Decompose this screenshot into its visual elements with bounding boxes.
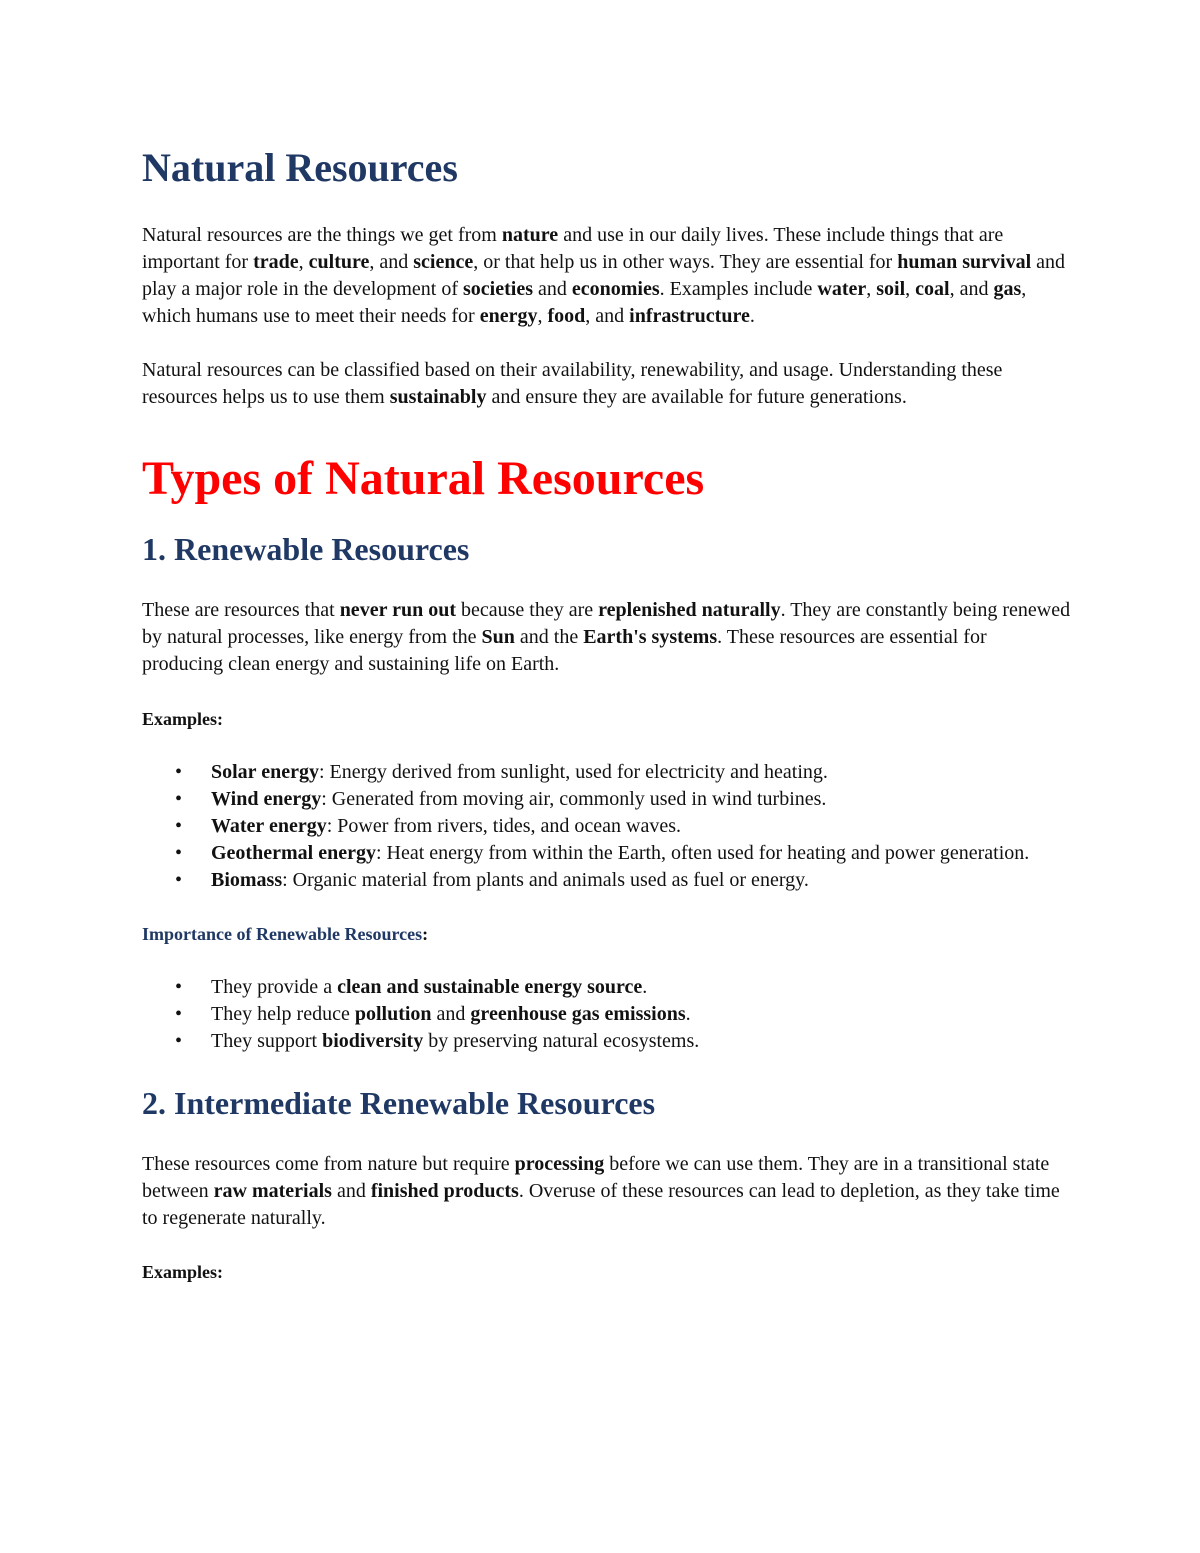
renewable-description: [142, 597, 1072, 678]
bold-text: Wind energy: [211, 788, 322, 810]
text-run: , and: [585, 305, 630, 327]
list-item: [142, 759, 1072, 786]
text-run: They support: [211, 1030, 323, 1052]
bold-text: Geothermal energy: [211, 842, 376, 864]
renewable-examples-label: Examples:: [142, 709, 223, 729]
bullet-icon: •: [175, 1003, 183, 1025]
importance-heading-text: Importance of Renewable Resources: [142, 924, 423, 944]
renewable-examples-list: [142, 759, 1072, 894]
types-heading: Types of Natural Resources: [142, 452, 705, 505]
importance-heading: [142, 922, 1072, 946]
renewable-heading: 1. Renewable Resources: [142, 531, 470, 567]
bold-text: greenhouse gas emissions: [470, 1003, 686, 1025]
bold-text: culture: [308, 251, 370, 273]
bold-text: infrastructure: [629, 305, 750, 327]
bold-text: Sun: [481, 626, 515, 648]
intermediate-examples-label: Examples:: [142, 1262, 223, 1282]
bold-text: Biomass: [211, 869, 283, 891]
bold-text: gas: [993, 278, 1022, 300]
list-item: [142, 867, 1072, 894]
text-run: These are resources that: [142, 599, 340, 621]
text-run: These resources come from nature but require: [142, 1153, 515, 1175]
text-run: Natural resources are the things we get from: [142, 224, 502, 246]
bold-text: biodiversity: [322, 1030, 424, 1052]
text-run: and ensure they are available for future generations.: [486, 386, 907, 408]
text-run: and play a major role in the development of: [142, 251, 1066, 300]
bold-text: water: [817, 278, 867, 300]
bold-text: raw materials: [213, 1180, 332, 1202]
text-run: and: [331, 1180, 371, 1202]
text-run: : Energy derived from sunlight, used for electricity and heating.: [318, 761, 828, 783]
importance-heading-colon: :: [422, 924, 429, 944]
text-run: ,: [866, 278, 877, 300]
text-run: . They are constantly being renewed by natural processes, like energy from the: [142, 599, 1071, 648]
importance-list: [142, 974, 1072, 1055]
text-run: . Overuse of these resources can lead to depletion, as they take time to regenerate naturally.: [142, 1180, 1060, 1229]
document-page: [142, 140, 1072, 1284]
text-run: , and: [369, 251, 414, 273]
bold-text: finished products: [370, 1180, 519, 1202]
bullet-icon: •: [175, 842, 183, 864]
list-item: [142, 813, 1072, 840]
bold-text: sustainably: [389, 386, 487, 408]
text-run: .: [685, 1003, 691, 1025]
intro-paragraph-1: [142, 222, 1072, 330]
bold-text: coal: [915, 278, 950, 300]
bullet-icon: •: [175, 976, 183, 998]
bold-text: food: [547, 305, 586, 327]
text-run: They help reduce: [211, 1003, 355, 1025]
text-run: : Heat energy from within the Earth, often used for heating and power generation.: [375, 842, 1030, 864]
text-run: , which humans use to meet their needs for: [142, 278, 1027, 327]
bold-text: societies: [463, 278, 533, 300]
bold-text: processing: [514, 1153, 605, 1175]
text-run: . Examples include: [659, 278, 818, 300]
text-run: and: [431, 1003, 471, 1025]
text-run: .: [642, 976, 648, 998]
bold-text: human survival: [897, 251, 1032, 273]
bold-text: Water energy: [211, 815, 327, 837]
bold-text: energy: [479, 305, 538, 327]
bold-text: replenished naturally: [598, 599, 781, 621]
bold-text: science: [413, 251, 474, 273]
intermediate-heading: 2. Intermediate Renewable Resources: [142, 1085, 656, 1121]
text-run: by preserving natural ecosystems.: [423, 1030, 700, 1052]
text-run: : Organic material from plants and animals used as fuel or energy.: [282, 869, 809, 891]
intro-paragraph-2: [142, 357, 1072, 411]
text-run: , and: [949, 278, 994, 300]
bold-text: Earth's systems: [583, 626, 718, 648]
text-run: ,: [537, 305, 548, 327]
bold-text: Solar energy: [211, 761, 319, 783]
bullet-icon: •: [175, 788, 183, 810]
page-title: Natural Resources: [142, 145, 458, 190]
text-run: .: [749, 305, 755, 327]
text-run: ,: [905, 278, 916, 300]
list-item: [142, 840, 1072, 867]
bullet-icon: •: [175, 1030, 183, 1052]
bold-text: economies: [571, 278, 660, 300]
text-run: and use in our daily lives. These include things that are important for: [142, 224, 1004, 273]
bold-text: never run out: [339, 599, 456, 621]
text-run: and: [533, 278, 572, 300]
bullet-icon: •: [175, 869, 183, 891]
text-run: and the: [514, 626, 584, 648]
text-run: ,: [298, 251, 309, 273]
intermediate-description: [142, 1151, 1072, 1232]
bold-text: nature: [501, 224, 559, 246]
list-item: [142, 974, 1072, 1001]
text-run: : Generated from moving air, commonly used in wind turbines.: [321, 788, 827, 810]
bold-text: clean and sustainable energy source: [337, 976, 643, 998]
bold-text: soil: [876, 278, 906, 300]
text-run: They provide a: [211, 976, 338, 998]
text-run: Natural resources can be classified based on their availability, renewability, and usage. Understanding these resources helps us to use them: [142, 359, 1003, 408]
text-run: . These resources are essential for producing clean energy and sustaining life on Earth.: [142, 626, 987, 675]
bold-text: trade: [253, 251, 299, 273]
bold-text: pollution: [354, 1003, 432, 1025]
list-item: [142, 1001, 1072, 1028]
list-item: [142, 1028, 1072, 1055]
text-run: : Power from rivers, tides, and ocean waves.: [326, 815, 682, 837]
text-run: before we can use them. They are in a transitional state between: [142, 1153, 1050, 1202]
text-run: because they are: [456, 599, 599, 621]
list-item: [142, 786, 1072, 813]
bullet-icon: •: [175, 761, 183, 783]
bullet-icon: •: [175, 815, 183, 837]
text-run: , or that help us in other ways. They are essential for: [473, 251, 898, 273]
